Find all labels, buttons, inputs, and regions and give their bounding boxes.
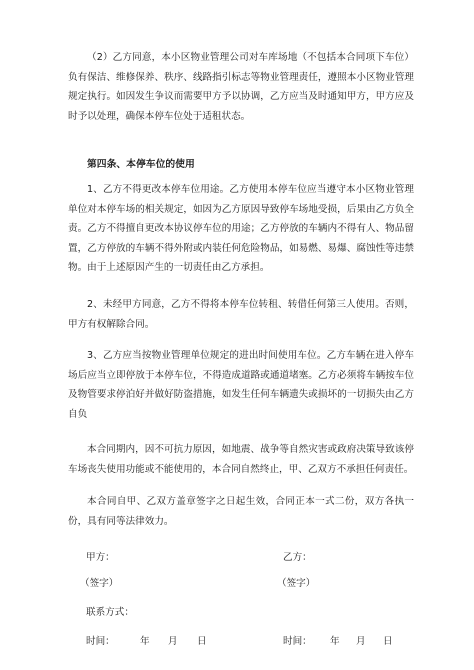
year-label-a: 年 [140, 636, 150, 647]
paragraph-usage-2: 2、未经甲方同意，乙方不得将本停车位转租、转借任何第三人使用。否则，甲方有权解除合同。 [68, 299, 414, 330]
paragraph-effectiveness: 本合同自甲、乙双方盖章签字之日起生效，合同正本一式二份，双方各执一份，具有同等法律效力。 [68, 496, 414, 527]
party-a-signature: （签字） [80, 578, 119, 589]
paragraph-usage-3: 3、乙方应当按物业管理单位规定的进出时间使用车位。乙方车辆在进入停车场后应当立即停放于本停车位，不得造成道路或通道堵塞。乙方必须将车辆按车位及物管要求停泊好并做好防盗措施，如发生任何车辆遗失或损坏的一切损失由乙方自负 [68, 350, 414, 420]
month-label-b: 月 [356, 636, 366, 647]
paragraph-force-majeure: 本合同期内，因不可抗力原因，如地震、战争等自然灾害或政府决策导致该停车场丧失使用功能或不能使用的，本合同自然终止，甲、乙双方不承担任何责任。 [68, 444, 414, 475]
party-b-label: 乙方： [283, 552, 312, 563]
day-label-a: 日 [197, 636, 207, 647]
month-label-a: 月 [168, 636, 178, 647]
contact-label: 联系方式： [86, 607, 134, 618]
paragraph-usage-1: 1、乙方不得更改本停车位用途。乙方使用本停车位应当遵守本小区物业管理单位对本停车场的相关规定，如因为乙方原因导致停车场地受损，后果由乙方负全责。乙方不得擅自更改本协议停车位的用途；乙方停放的车辆内不得有人、物品留置，乙方停放的车辆不得外附或内装任何危险物品，如易燃、易爆、腐蚀性等违禁物。由于上述原因产生的一切责任由乙方承担。 [68, 184, 414, 274]
party-a-label: 甲方： [86, 552, 115, 563]
section-4-title: 第四条、本停车位的使用 [87, 159, 195, 170]
paragraph-property-management: （2）乙方同意，本小区物业管理公司对车库场地（不包括本合同项下车位）负有保洁、维修保养、秩序、线路指引标志等物业管理责任，遵照本小区物业管理规定执行。如因发生争议而需要甲方予以协调，乙方应当及时通知甲方，甲方应及时予以处理，确保本停车位处于适租状态。 [68, 52, 414, 122]
party-b-signature: （签字） [277, 578, 316, 589]
time-label-a: 时间： [86, 636, 115, 647]
time-label-b: 时间： [283, 636, 312, 647]
year-label-b: 年 [330, 636, 340, 647]
day-label-b: 日 [383, 636, 393, 647]
